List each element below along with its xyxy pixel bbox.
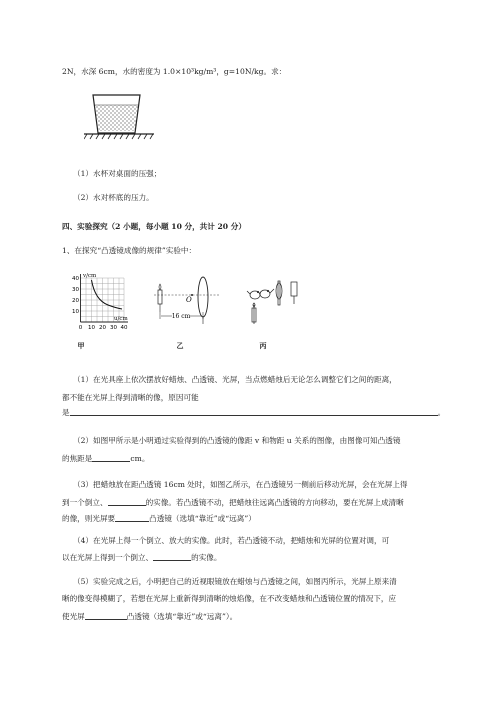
answer-blank[interactable] [115, 512, 149, 522]
x-tick: 20 [99, 325, 106, 331]
sub2-line1: （2）如图甲所示是小明通过实验得到的凸透镜的像距 v 和物距 u 关系的图像，由图像可知凸透镜 [73, 436, 401, 445]
candle-flame [159, 284, 161, 290]
water-fill [95, 105, 138, 131]
y-tick: 30 [72, 287, 79, 293]
glasses-setup-figure [244, 272, 304, 334]
sub3-line2: 到一个倒立、 的实像。若凸透镜不动，把蜡烛往远离凸透镜的方向移动，要在光屏上成清晰 [62, 498, 404, 507]
answer-blank[interactable] [108, 496, 146, 506]
y-tick: 10 [72, 309, 79, 315]
answer-blank[interactable] [92, 452, 130, 462]
answer-blank[interactable] [70, 406, 438, 416]
figure-caption-yi: 乙 [176, 341, 184, 350]
sub4-line1: （4）在光屏上得一个倒立、放大的实像。此时，若凸透镜不动，把蜡烛和光屏的位置对调，可 [73, 536, 390, 545]
answer-blank[interactable] [153, 551, 191, 561]
figure-caption-jia: 甲 [77, 341, 85, 350]
section-title: 四、实验探究（2 小题，每小题 10 分，共计 20 分） [62, 222, 246, 231]
problem-intro: 1、在探究“凸透镜成像的规律”实验中： [62, 246, 197, 255]
sub1-line2: 都不能在光屏上得到清晰的像，原因可能 [62, 393, 199, 402]
lens-outline [276, 283, 282, 299]
graph-figure [64, 272, 134, 334]
x-axis-label: u/cm [114, 316, 128, 322]
y-tick: 20 [72, 298, 79, 304]
distance-label: 16 cm [171, 313, 191, 320]
x-tick: 40 [120, 325, 128, 331]
sub4-line2: 以在光屏上得到一个倒立、 的实像。 [62, 553, 222, 562]
question-1: （1）水杯对桌面的压强； [73, 169, 162, 178]
x-tick: 10 [88, 325, 95, 331]
sub5-line1: （5）实验完成之后，小明把自己的近视眼镜放在蜡烛与凸透镜之间，如图丙所示，光屏上原来清 [73, 577, 397, 586]
sub1-line1: （1）在光具座上依次摆放好蜡烛、凸透镜、光屏，当点燃蜡烛后无论怎么调整它们之间的距离， [73, 375, 397, 384]
sub5-line2: 晰的像变得模糊了，若想在光屏上重新得到清晰的烛焰像，在不改变蜡烛和凸透镜位置的情况下，应 [62, 594, 397, 603]
lens-holder [278, 281, 280, 305]
sub3-line1: （3）把蜡烛放在距凸透镜 16cm 处时，如图乙所示，在凸透镜另一侧前后移动光屏，会在光屏上得 [73, 480, 408, 489]
sub2-line2: 的焦距是 cm。 [62, 454, 150, 463]
problem-text-top: 2N，水深 6cm，水的密度为 1.0×10³kg/m³，g=10N/kg。求： [62, 67, 287, 76]
water-cup-figure [84, 90, 158, 146]
candle [158, 290, 162, 304]
optical-bench-figure [150, 272, 230, 334]
lens-label: O [186, 296, 192, 304]
answer-blank[interactable] [85, 610, 127, 620]
light-screen [291, 282, 297, 296]
x-tick: 30 [110, 325, 117, 331]
convex-lens [198, 277, 208, 317]
sub1-line3: 是 。 [62, 408, 446, 417]
y-axis-label: v/cm [83, 273, 97, 279]
sub5-line3: 使光屏 凸透镜（选填“靠近”或“远离”）。 [62, 612, 238, 621]
x-tick: 0 [78, 325, 83, 331]
y-tick: 40 [72, 276, 79, 282]
sub3-line3: 的像，则光屏要 凸透镜（选填“靠近”或“远离”） [62, 514, 256, 523]
question-2: （2）水对杯底的压力。 [73, 193, 154, 202]
figure-caption-bing: 丙 [259, 341, 267, 350]
